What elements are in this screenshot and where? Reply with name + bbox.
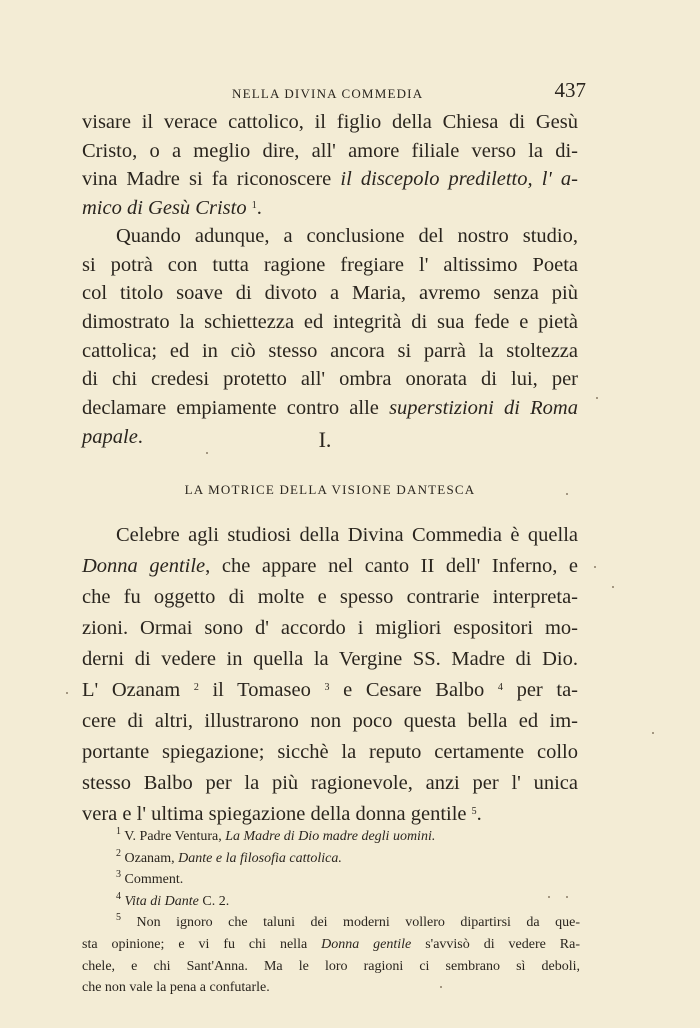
footnote-line bbox=[82, 934, 580, 956]
footnote-line bbox=[82, 869, 580, 891]
text-run: si potrà con tutta ragione fregiare l' altissimo Poeta bbox=[82, 253, 578, 276]
running-head bbox=[82, 78, 586, 104]
footnote-line bbox=[82, 848, 580, 870]
footnote-line bbox=[82, 891, 580, 913]
footnote-ref: 3 bbox=[324, 682, 330, 693]
text-run: V. Padre Ventura, bbox=[121, 829, 226, 844]
italic-run: superstizioni di Roma bbox=[389, 397, 578, 420]
text-line bbox=[82, 520, 578, 551]
text-run: per ta- bbox=[502, 679, 579, 701]
text-run: vera e l' ultima spiegazione della donna gentile bbox=[82, 803, 472, 825]
text-run: . bbox=[256, 197, 262, 220]
scan-speck bbox=[566, 493, 568, 495]
text-line bbox=[82, 644, 578, 675]
italic-run: il discepolo prediletto, l' a- bbox=[340, 168, 578, 191]
footnote-ref: 2 bbox=[193, 682, 199, 693]
scan-speck bbox=[66, 692, 68, 694]
scan-speck bbox=[440, 986, 442, 988]
paragraph-1 bbox=[82, 108, 578, 223]
text-run: e Cesare Balbo bbox=[329, 679, 498, 701]
footnote-ref: 5 bbox=[471, 806, 477, 817]
text-run: chele, e chi Sant'Anna. Ma le loro ragioni ci sembrano sì deboli, bbox=[82, 958, 580, 974]
italic-run: papale bbox=[82, 425, 138, 448]
text-run: col titolo soave di divoto a Maria, avremo senza più bbox=[82, 282, 578, 305]
footnote-ref: 2 bbox=[116, 847, 121, 859]
text-run: derni di vedere in quella la Vergine SS. Madre di Dio. bbox=[82, 648, 578, 670]
text-run: vina Madre si fa riconoscere bbox=[82, 168, 341, 191]
italic-run: Dante e la filosofia cattolica. bbox=[178, 850, 342, 866]
text-run: cattolica; ed in ciò stesso ancora si parrà la stoltezza bbox=[82, 339, 578, 362]
footnote-ref: 1 bbox=[116, 826, 121, 837]
text-run: Comment. bbox=[121, 872, 184, 888]
footnote-ref: 4 bbox=[116, 890, 121, 902]
text-line bbox=[82, 279, 578, 308]
scan-speck bbox=[612, 586, 614, 588]
italic-run: Donna gentile bbox=[321, 936, 412, 952]
text-line bbox=[82, 137, 578, 166]
text-line bbox=[82, 394, 578, 423]
paragraph-3 bbox=[82, 520, 578, 830]
footnotes bbox=[82, 826, 580, 999]
footnote-line bbox=[82, 912, 580, 934]
page-number: 437 bbox=[554, 78, 586, 102]
text-line bbox=[82, 675, 578, 706]
section-title: LA MOTRICE DELLA VISIONE DANTESCA bbox=[184, 482, 476, 497]
italic-run: Vita di Dante bbox=[124, 893, 199, 909]
footnote-line bbox=[82, 977, 580, 999]
text-run: il Tomaseo bbox=[198, 679, 325, 701]
scan-speck bbox=[548, 896, 550, 898]
scan-speck bbox=[566, 896, 568, 898]
text-run: Ozanam, bbox=[121, 850, 179, 866]
text-run: C. 2. bbox=[198, 893, 230, 909]
text-line bbox=[82, 308, 578, 337]
text-line bbox=[82, 165, 578, 194]
scan-speck bbox=[596, 397, 598, 399]
scan-speck bbox=[206, 452, 208, 454]
text-run: . bbox=[476, 803, 482, 825]
italic-run: Donna gentile bbox=[82, 555, 206, 577]
footnote-line bbox=[82, 826, 580, 848]
text-line bbox=[82, 737, 578, 768]
scan-speck bbox=[652, 732, 654, 734]
footnote-ref: 3 bbox=[116, 869, 121, 881]
text-run: che fu oggetto di molte e spesso contrarie interpreta- bbox=[82, 586, 578, 608]
text-line bbox=[82, 194, 578, 223]
text-run: Cristo, o a meglio dire, all' amore filiale verso la di- bbox=[82, 139, 578, 162]
text-line bbox=[82, 551, 578, 582]
scan-speck bbox=[594, 566, 596, 568]
footnote-line bbox=[82, 956, 580, 978]
footnote-ref: 5 bbox=[116, 912, 121, 924]
text-line bbox=[82, 251, 578, 280]
running-head-title: NELLA DIVINA COMMEDIA bbox=[232, 86, 424, 101]
text-run: , che appare nel canto II dell' Inferno, e bbox=[205, 555, 579, 577]
text-line bbox=[82, 768, 578, 799]
text-line bbox=[82, 222, 578, 251]
section-number: I. bbox=[318, 427, 332, 452]
text-run: L' Ozanam bbox=[82, 679, 194, 701]
text-run: declamare empiamente contro alle bbox=[82, 397, 390, 420]
text-run: portante spiegazione; sicchè la reputo certamente collo bbox=[82, 741, 578, 763]
text-line bbox=[82, 582, 578, 613]
text-run: zioni. Ormai sono d' accordo i migliori espositori mo- bbox=[82, 617, 578, 639]
footnote-ref: 4 bbox=[497, 682, 503, 693]
text-run: cere di altri, illustrarono non poco questa bella ed im- bbox=[82, 710, 578, 732]
text-run: che non vale la pena a confutarle. bbox=[82, 980, 270, 996]
text-run: Celebre agli studiosi della Divina Commedia è quella bbox=[116, 524, 578, 546]
italic-run: mico di Gesù Cristo bbox=[82, 197, 247, 220]
text-run: stesso Balbo per la più ragionevole, anzi per l' unica bbox=[82, 772, 578, 794]
text-line bbox=[82, 108, 578, 137]
text-line bbox=[82, 365, 578, 394]
text-run: visare il verace cattolico, il figlio della Chiesa di Gesù bbox=[82, 111, 578, 133]
text-run: Non ignoro che taluni dei moderni vollero dipartirsi da que- bbox=[121, 915, 580, 931]
text-line bbox=[82, 613, 578, 644]
text-run: . bbox=[137, 425, 143, 448]
italic-run: La Madre di Dio madre degli uomini. bbox=[225, 829, 436, 844]
text-line bbox=[82, 337, 578, 366]
text-line bbox=[82, 706, 578, 737]
paragraph-2 bbox=[82, 222, 578, 452]
text-run: sta opinione; e vi fu chi nella bbox=[82, 936, 322, 952]
text-run: dimostrato la schiettezza ed integrità di sua fede e pietà bbox=[82, 311, 578, 334]
text-run: di chi credesi protetto all' ombra onorata di lui, per bbox=[82, 368, 578, 391]
footnote-ref: 1 bbox=[251, 200, 257, 212]
text-run: Quando adunque, a conclusione del nostro studio, bbox=[116, 225, 578, 247]
text-run: s'avvisò di vedere Ra- bbox=[411, 936, 580, 952]
